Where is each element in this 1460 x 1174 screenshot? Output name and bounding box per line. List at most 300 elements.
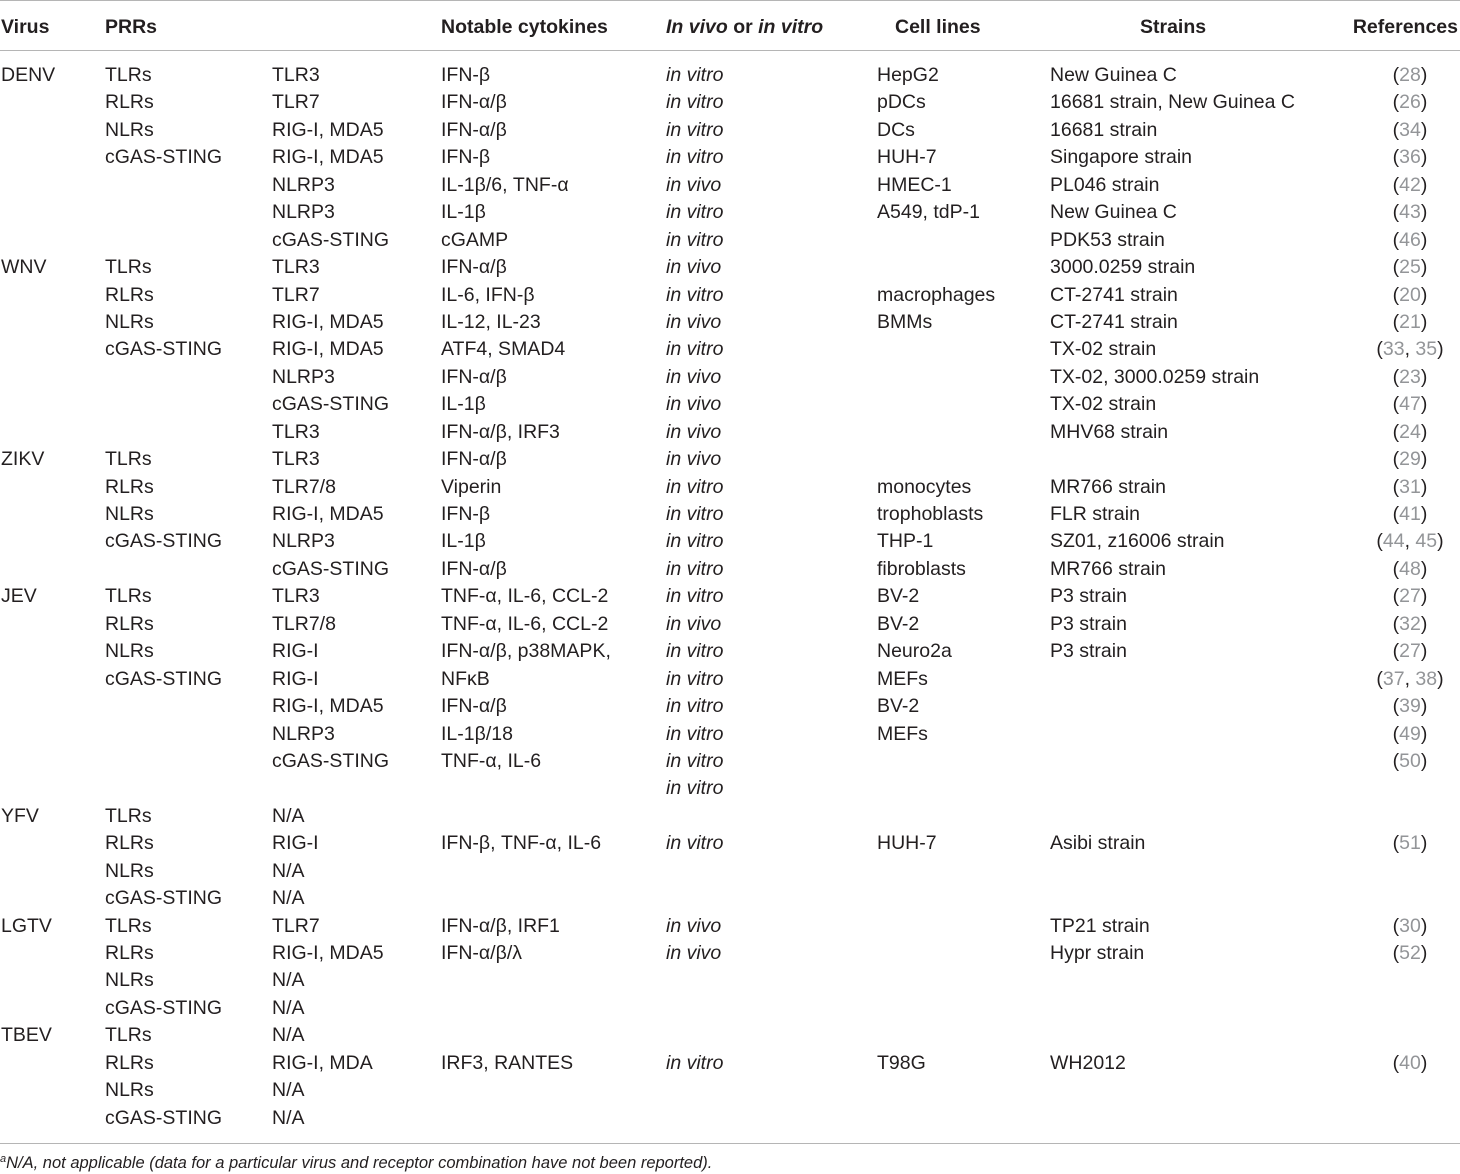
reference-link[interactable]: 34 bbox=[1399, 118, 1421, 141]
receptor-cell: RIG-I, MDA5 bbox=[272, 503, 384, 525]
cytokines-cell: TNF-α, IL-6, CCL-2 bbox=[441, 585, 609, 608]
reference-separator: , bbox=[1404, 338, 1416, 361]
reference-open-paren: ( bbox=[1392, 585, 1400, 608]
reference-link[interactable]: 43 bbox=[1399, 201, 1421, 224]
cytokines-cell: IFN-α/β bbox=[441, 448, 507, 471]
receptor-cell: cGAS-STING bbox=[272, 557, 390, 580]
cell-line-cell: Neuro2a bbox=[877, 640, 952, 663]
reference-close-paren: ) bbox=[1420, 475, 1428, 498]
reference-close-paren: ) bbox=[1420, 228, 1428, 251]
table-row bbox=[0, 1022, 1460, 1049]
prr-family-cell: TLRs bbox=[105, 914, 152, 937]
receptor-cell: N/A bbox=[272, 859, 305, 882]
prr-family-cell: RLRs bbox=[105, 1051, 154, 1074]
study-model-cell: in vitro bbox=[666, 722, 724, 745]
table-row bbox=[0, 309, 1460, 336]
virus-cell: TBEV bbox=[1, 1024, 52, 1047]
reference-link[interactable]: 45 bbox=[1415, 530, 1438, 553]
footnote-marker: a bbox=[0, 1153, 7, 1165]
reference-close-paren: ) bbox=[1420, 146, 1428, 169]
cytokines-cell: IFN-α/β, IRF1 bbox=[441, 914, 560, 937]
cytokines-cell: NFκB bbox=[441, 667, 490, 690]
header-strains: Strains bbox=[1140, 16, 1207, 38]
cytokines-cell: IFN-β bbox=[441, 503, 491, 525]
cytokines-cell: ATF4, SMAD4 bbox=[441, 338, 566, 361]
cell-line-cell: fibroblasts bbox=[877, 557, 966, 580]
reference-open-paren: ( bbox=[1392, 173, 1400, 196]
prr-family-cell: RLRs bbox=[105, 612, 154, 635]
study-model-cell: in vivo bbox=[666, 256, 722, 279]
references-cell bbox=[1360, 309, 1460, 336]
receptor-cell: cGAS-STING bbox=[272, 228, 390, 251]
reference-open-paren: ( bbox=[1376, 667, 1383, 690]
cytokines-cell: IL-1β bbox=[441, 201, 486, 224]
header-prrs: PRRs bbox=[105, 16, 158, 38]
reference-link[interactable]: 49 bbox=[1399, 722, 1421, 745]
reference-close-paren: ) bbox=[1420, 310, 1428, 333]
header-cell-lines: Cell lines bbox=[895, 16, 981, 38]
cell-line-cell: MEFs bbox=[877, 722, 928, 745]
prr-family-cell: cGAS-STING bbox=[105, 887, 223, 910]
study-model-cell: in vitro bbox=[666, 832, 724, 855]
table-row bbox=[0, 885, 1460, 912]
prr-family-cell: NLRs bbox=[105, 969, 154, 992]
reference-close-paren: ) bbox=[1420, 832, 1428, 855]
cytokines-cell: IL-1β/18 bbox=[441, 722, 513, 745]
cytokines-cell: IL-12, IL-23 bbox=[441, 310, 541, 333]
study-model-cell: in vitro bbox=[666, 640, 724, 663]
receptor-cell: RIG-I, MDA bbox=[272, 1051, 373, 1074]
study-model-cell: in vivo bbox=[666, 448, 722, 471]
reference-link[interactable]: 51 bbox=[1399, 832, 1421, 855]
study-model-cell: in vivo bbox=[666, 420, 722, 443]
references-cell bbox=[1360, 62, 1460, 89]
cell-line-cell: DCs bbox=[877, 118, 915, 141]
header-study-model bbox=[666, 1, 823, 53]
cytokines-cell: Viperin bbox=[441, 475, 502, 498]
receptor-cell: RIG-I, MDA5 bbox=[272, 942, 384, 964]
cytokines-cell: IL-1β/6, TNF-α bbox=[441, 173, 569, 196]
receptor-cell: TLR7/8 bbox=[272, 612, 336, 635]
reference-link[interactable]: 47 bbox=[1399, 393, 1421, 416]
reference-link[interactable]: 42 bbox=[1399, 173, 1421, 196]
table-row bbox=[0, 62, 1460, 89]
prr-family-cell: cGAS-STING bbox=[105, 146, 223, 169]
table-row bbox=[0, 775, 1460, 802]
reference-link[interactable]: 31 bbox=[1399, 475, 1421, 498]
strain-cell: CT-2741 strain bbox=[1050, 283, 1178, 306]
study-model-cell: in vitro bbox=[666, 1051, 724, 1074]
prr-family-cell: TLRs bbox=[105, 64, 152, 86]
study-model-cell: in vivo bbox=[666, 942, 722, 964]
table-row bbox=[0, 583, 1460, 610]
receptor-cell: N/A bbox=[272, 887, 305, 910]
cytokines-cell: IL-1β bbox=[441, 393, 486, 416]
reference-link[interactable]: 40 bbox=[1399, 1051, 1421, 1074]
reference-link[interactable]: 37 bbox=[1382, 667, 1405, 690]
reference-link[interactable]: 20 bbox=[1399, 283, 1421, 306]
receptor-cell: TLR7 bbox=[272, 914, 320, 937]
strain-cell: PDK53 strain bbox=[1050, 228, 1165, 251]
table-row bbox=[0, 446, 1460, 473]
virus-cell: LGTV bbox=[1, 914, 52, 937]
reference-open-paren: ( bbox=[1392, 310, 1400, 333]
receptor-cell: N/A bbox=[272, 1106, 305, 1129]
reference-open-paren: ( bbox=[1392, 503, 1400, 525]
receptor-cell: NLRP3 bbox=[272, 365, 335, 388]
references-cell bbox=[1360, 419, 1460, 446]
prr-family-cell: cGAS-STING bbox=[105, 338, 223, 361]
cytokines-cell: IFN-α/β, IRF3 bbox=[441, 420, 560, 443]
references-cell bbox=[1360, 721, 1460, 748]
reference-close-paren: ) bbox=[1420, 503, 1428, 525]
reference-link[interactable]: 29 bbox=[1399, 448, 1421, 471]
receptor-cell: NLRP3 bbox=[272, 722, 335, 745]
references-cell bbox=[1360, 913, 1460, 940]
cell-line-cell: trophoblasts bbox=[877, 503, 984, 525]
reference-link[interactable]: 25 bbox=[1399, 256, 1421, 279]
references-cell bbox=[1360, 693, 1460, 720]
references-cell bbox=[1360, 172, 1460, 199]
cell-line-cell: HUH-7 bbox=[877, 146, 937, 169]
reference-link[interactable]: 30 bbox=[1399, 914, 1421, 937]
receptor-cell: TLR3 bbox=[272, 585, 320, 608]
strain-cell: New Guinea C bbox=[1050, 201, 1177, 224]
prr-family-cell: RLRs bbox=[105, 832, 154, 855]
reference-open-paren: ( bbox=[1392, 914, 1400, 937]
reference-close-paren: ) bbox=[1420, 420, 1428, 443]
reference-link[interactable]: 52 bbox=[1399, 942, 1421, 964]
table-row bbox=[0, 227, 1460, 254]
reference-link[interactable]: 32 bbox=[1399, 612, 1421, 635]
prr-family-cell: TLRs bbox=[105, 804, 152, 827]
reference-close-paren: ) bbox=[1437, 338, 1444, 361]
reference-open-paren: ( bbox=[1376, 338, 1383, 361]
study-model-cell: in vitro bbox=[666, 530, 724, 553]
receptor-cell: N/A bbox=[272, 1079, 305, 1102]
reference-link[interactable]: 41 bbox=[1399, 503, 1421, 525]
reference-close-paren: ) bbox=[1420, 749, 1428, 772]
study-model-cell: in vitro bbox=[666, 118, 724, 141]
reference-link[interactable]: 38 bbox=[1415, 667, 1438, 690]
table-row bbox=[0, 913, 1460, 940]
references-cell bbox=[1360, 199, 1460, 226]
cytokines-cell: IFN-α/β bbox=[441, 557, 507, 580]
table-body bbox=[0, 62, 1460, 1132]
reference-link[interactable]: 26 bbox=[1399, 91, 1421, 114]
prr-family-cell: TLRs bbox=[105, 1024, 152, 1047]
reference-close-paren: ) bbox=[1420, 201, 1428, 224]
table-row bbox=[0, 1077, 1460, 1104]
receptor-cell: N/A bbox=[272, 1024, 305, 1047]
table-row bbox=[0, 748, 1460, 775]
study-model-cell: in vitro bbox=[666, 201, 724, 224]
cytokines-cell: IFN-β, TNF-α, IL-6 bbox=[441, 832, 602, 855]
reference-separator: , bbox=[1404, 667, 1416, 690]
reference-link[interactable]: 23 bbox=[1399, 365, 1421, 388]
reference-link[interactable]: 21 bbox=[1399, 310, 1421, 333]
table-row bbox=[0, 144, 1460, 171]
table-row bbox=[0, 172, 1460, 199]
study-model-cell: in vitro bbox=[666, 283, 724, 306]
reference-close-paren: ) bbox=[1420, 942, 1428, 964]
reference-open-paren: ( bbox=[1392, 283, 1400, 306]
table-row bbox=[0, 967, 1460, 994]
strain-cell: P3 strain bbox=[1050, 585, 1127, 608]
cytokines-cell: TNF-α, IL-6, CCL-2 bbox=[441, 612, 609, 635]
references-cell bbox=[1360, 89, 1460, 116]
table-row bbox=[0, 1105, 1460, 1132]
references-cell bbox=[1360, 666, 1460, 693]
receptor-cell: N/A bbox=[272, 969, 305, 992]
references-cell bbox=[1360, 336, 1460, 363]
receptor-cell: TLR7/8 bbox=[272, 475, 336, 498]
receptor-cell: cGAS-STING bbox=[272, 393, 390, 416]
reference-link[interactable]: 39 bbox=[1399, 695, 1421, 718]
reference-link[interactable]: 27 bbox=[1399, 640, 1421, 663]
reference-open-paren: ( bbox=[1392, 557, 1400, 580]
receptor-cell: NLRP3 bbox=[272, 173, 335, 196]
reference-close-paren: ) bbox=[1420, 914, 1428, 937]
references-cell bbox=[1360, 556, 1460, 583]
reference-close-paren: ) bbox=[1420, 283, 1428, 306]
prr-family-cell: TLRs bbox=[105, 585, 152, 608]
study-model-cell: in vitro bbox=[666, 64, 724, 86]
reference-link[interactable]: 44 bbox=[1382, 530, 1405, 553]
cytokines-cell: IFN-α/β bbox=[441, 695, 507, 718]
reference-close-paren: ) bbox=[1420, 585, 1428, 608]
reference-close-paren: ) bbox=[1420, 448, 1428, 471]
reference-close-paren: ) bbox=[1420, 64, 1428, 86]
strain-cell: Hypr strain bbox=[1050, 942, 1145, 964]
cytokines-cell: IFN-β bbox=[441, 146, 491, 169]
receptor-cell: N/A bbox=[272, 804, 305, 827]
receptor-cell: N/A bbox=[272, 996, 305, 1019]
prr-family-cell: NLRs bbox=[105, 310, 154, 333]
reference-open-paren: ( bbox=[1392, 695, 1400, 718]
reference-open-paren: ( bbox=[1392, 146, 1400, 169]
cytokines-cell: IL-6, IFN-β bbox=[441, 283, 535, 306]
reference-link[interactable]: 35 bbox=[1415, 338, 1438, 361]
reference-close-paren: ) bbox=[1420, 256, 1428, 279]
references-cell bbox=[1360, 227, 1460, 254]
references-cell bbox=[1360, 528, 1460, 555]
study-model-cell: in vitro bbox=[666, 667, 724, 690]
reference-link[interactable]: 27 bbox=[1399, 585, 1421, 608]
reference-open-paren: ( bbox=[1392, 64, 1400, 86]
cell-line-cell: MEFs bbox=[877, 667, 928, 690]
reference-open-paren: ( bbox=[1376, 530, 1383, 553]
cytokines-cell: IFN-α/β/λ bbox=[441, 942, 522, 964]
table-row bbox=[0, 858, 1460, 885]
reference-close-paren: ) bbox=[1420, 640, 1428, 663]
strain-cell: SZ01, z16006 strain bbox=[1050, 530, 1225, 553]
references-cell bbox=[1360, 391, 1460, 418]
study-model-cell: in vitro bbox=[666, 557, 724, 580]
receptor-cell: RIG-I bbox=[272, 640, 319, 663]
table-header-row bbox=[0, 1, 1460, 50]
reference-link[interactable]: 36 bbox=[1399, 146, 1421, 169]
reference-open-paren: ( bbox=[1392, 1051, 1400, 1074]
prr-family-cell: RLRs bbox=[105, 942, 154, 964]
table-row bbox=[0, 940, 1460, 967]
table-row bbox=[0, 995, 1460, 1022]
reference-close-paren: ) bbox=[1420, 557, 1428, 580]
reference-link[interactable]: 48 bbox=[1399, 557, 1421, 580]
strain-cell: P3 strain bbox=[1050, 640, 1127, 663]
study-model-cell: in vitro bbox=[666, 146, 724, 169]
reference-link[interactable]: 33 bbox=[1382, 338, 1405, 361]
prr-family-cell: NLRs bbox=[105, 503, 154, 525]
table-row bbox=[0, 474, 1460, 501]
reference-open-paren: ( bbox=[1392, 365, 1400, 388]
table-row bbox=[0, 89, 1460, 116]
study-model-cell: in vivo bbox=[666, 310, 722, 333]
references-cell bbox=[1360, 282, 1460, 309]
reference-open-paren: ( bbox=[1392, 91, 1400, 114]
strain-cell: MR766 strain bbox=[1050, 557, 1166, 580]
virus-cell: JEV bbox=[1, 585, 37, 608]
footnote-text: N/A, not applicable (data for a particular virus and receptor combination have not been reported). bbox=[6, 1154, 713, 1172]
references-cell bbox=[1360, 364, 1460, 391]
reference-link[interactable]: 46 bbox=[1399, 228, 1421, 251]
table-row bbox=[0, 336, 1460, 363]
table-row bbox=[0, 803, 1460, 830]
virus-cell: WNV bbox=[1, 256, 47, 279]
references-cell bbox=[1360, 1050, 1460, 1077]
virus-cell: ZIKV bbox=[1, 448, 45, 471]
strain-cell: TX-02, 3000.0259 strain bbox=[1050, 365, 1260, 388]
strain-cell: 16681 strain bbox=[1050, 118, 1158, 141]
receptor-cell: cGAS-STING bbox=[272, 749, 390, 772]
table-footnote bbox=[0, 1152, 1460, 1174]
study-model-cell: in vitro bbox=[666, 777, 724, 800]
references-cell bbox=[1360, 144, 1460, 171]
prr-family-cell: NLRs bbox=[105, 1079, 154, 1102]
table-row bbox=[0, 721, 1460, 748]
cell-line-cell: HUH-7 bbox=[877, 832, 937, 855]
header-model-in-vivo: In vivo bbox=[666, 16, 728, 38]
reference-link[interactable]: 50 bbox=[1399, 749, 1421, 772]
reference-open-paren: ( bbox=[1392, 228, 1400, 251]
strain-cell: TP21 strain bbox=[1050, 914, 1150, 937]
strain-cell: FLR strain bbox=[1050, 503, 1140, 525]
receptor-cell: NLRP3 bbox=[272, 201, 335, 224]
study-model-cell: in vitro bbox=[666, 338, 724, 361]
cell-line-cell: BV-2 bbox=[877, 612, 920, 635]
reference-close-paren: ) bbox=[1420, 118, 1428, 141]
reference-open-paren: ( bbox=[1392, 201, 1400, 224]
header-references: References bbox=[1352, 16, 1458, 38]
reference-open-paren: ( bbox=[1392, 722, 1400, 745]
study-model-cell: in vitro bbox=[666, 91, 724, 114]
prr-family-cell: NLRs bbox=[105, 640, 154, 663]
receptor-cell: TLR3 bbox=[272, 448, 320, 471]
header-virus: Virus bbox=[1, 16, 50, 38]
reference-open-paren: ( bbox=[1392, 640, 1400, 663]
reference-close-paren: ) bbox=[1420, 722, 1428, 745]
reference-close-paren: ) bbox=[1437, 667, 1444, 690]
prr-family-cell: RLRs bbox=[105, 91, 154, 114]
study-model-cell: in vitro bbox=[666, 749, 724, 772]
receptor-cell: RIG-I bbox=[272, 667, 319, 690]
prr-family-cell: TLRs bbox=[105, 448, 152, 471]
strain-cell: TX-02 strain bbox=[1050, 338, 1157, 361]
strain-cell: P3 strain bbox=[1050, 612, 1127, 635]
table-row bbox=[0, 391, 1460, 418]
references-cell bbox=[1360, 830, 1460, 857]
table-row bbox=[0, 666, 1460, 693]
receptor-cell: RIG-I, MDA5 bbox=[272, 310, 384, 333]
references-cell bbox=[1360, 940, 1460, 967]
virus-cell: DENV bbox=[1, 64, 56, 86]
cell-line-cell: BV-2 bbox=[877, 585, 920, 608]
table-row bbox=[0, 419, 1460, 446]
prr-family-cell: NLRs bbox=[105, 859, 154, 882]
references-cell bbox=[1360, 254, 1460, 281]
table-bottom-rule bbox=[0, 1143, 1460, 1144]
study-model-cell: in vitro bbox=[666, 228, 724, 251]
cytokines-cell: IFN-α/β bbox=[441, 91, 507, 114]
cell-line-cell: HMEC-1 bbox=[877, 173, 952, 196]
receptor-cell: RIG-I, MDA5 bbox=[272, 118, 384, 141]
strain-cell: Singapore strain bbox=[1050, 146, 1193, 169]
references-cell bbox=[1360, 474, 1460, 501]
table-row bbox=[0, 282, 1460, 309]
prr-family-cell: cGAS-STING bbox=[105, 996, 223, 1019]
virus-cell: YFV bbox=[1, 804, 39, 827]
cell-line-cell: monocytes bbox=[877, 475, 972, 498]
cytokines-cell: IL-1β bbox=[441, 530, 486, 553]
references-cell bbox=[1360, 583, 1460, 610]
strain-cell: New Guinea C bbox=[1050, 64, 1177, 86]
receptor-cell: TLR7 bbox=[272, 91, 320, 114]
reference-open-paren: ( bbox=[1392, 942, 1400, 964]
header-model-or: or bbox=[733, 16, 753, 38]
cell-line-cell: BMMs bbox=[877, 310, 933, 333]
references-cell bbox=[1360, 501, 1460, 528]
table-row bbox=[0, 556, 1460, 583]
reference-close-paren: ) bbox=[1437, 530, 1444, 553]
reference-close-paren: ) bbox=[1420, 173, 1428, 196]
receptor-cell: RIG-I, MDA5 bbox=[272, 695, 384, 718]
reference-open-paren: ( bbox=[1392, 749, 1400, 772]
receptor-cell: TLR3 bbox=[272, 64, 320, 86]
cell-line-cell: pDCs bbox=[877, 91, 926, 114]
reference-link[interactable]: 28 bbox=[1399, 64, 1421, 86]
study-model-cell: in vivo bbox=[666, 173, 722, 196]
receptor-cell: NLRP3 bbox=[272, 530, 335, 553]
strain-cell: Asibi strain bbox=[1050, 832, 1146, 855]
strain-cell: MR766 strain bbox=[1050, 475, 1166, 498]
cytokines-cell: IRF3, RANTES bbox=[441, 1051, 574, 1074]
cytokines-cell: IFN-α/β, p38MAPK, bbox=[441, 640, 611, 663]
table-row bbox=[0, 693, 1460, 720]
study-model-cell: in vitro bbox=[666, 503, 724, 525]
cytokines-cell: IFN-α/β bbox=[441, 118, 507, 141]
receptor-cell: RIG-I, MDA5 bbox=[272, 146, 384, 169]
reference-link[interactable]: 24 bbox=[1399, 420, 1421, 443]
study-model-cell: in vivo bbox=[666, 365, 722, 388]
reference-open-paren: ( bbox=[1392, 475, 1400, 498]
prr-family-cell: NLRs bbox=[105, 118, 154, 141]
reference-open-paren: ( bbox=[1392, 393, 1400, 416]
study-model-cell: in vivo bbox=[666, 612, 722, 635]
references-cell bbox=[1360, 117, 1460, 144]
study-model-cell: in vivo bbox=[666, 914, 722, 937]
cytokines-cell: IFN-β bbox=[441, 64, 491, 86]
study-model-cell: in vivo bbox=[666, 393, 722, 416]
